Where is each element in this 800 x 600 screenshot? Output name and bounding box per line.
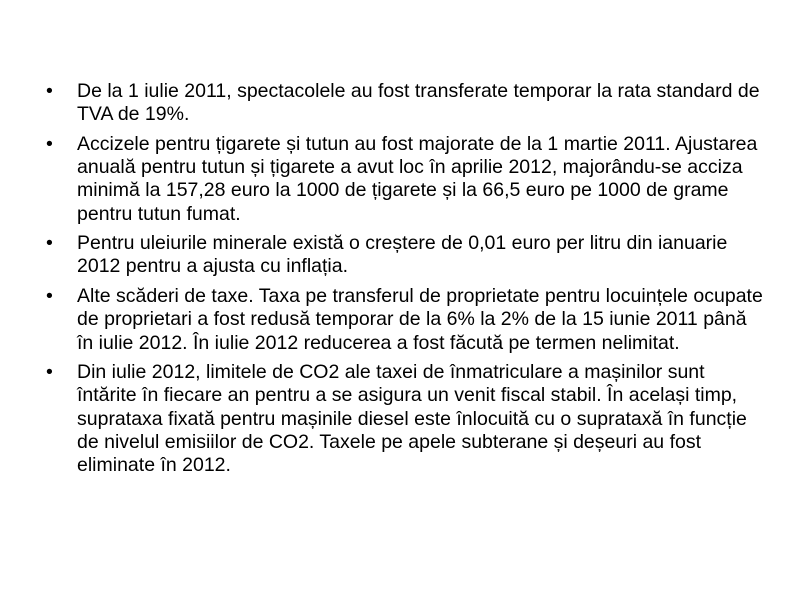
- bullet-text: Accizele pentru țigarete și tutun au fost majorate de la 1 martie 2011. Ajustarea anuală pentru tutun și țigarete a avut loc în aprilie 2012, majorându-se acciza minimă la 157,28 euro la 1000 de țigarete și la 66,5 euro pe 1000 de grame pentru tutun fumat.: [77, 132, 758, 225]
- bullet-list: [44, 80, 764, 484]
- bullet-icon: •: [46, 285, 53, 308]
- bullet-item-1: [44, 80, 764, 126]
- bullet-item-3: [44, 232, 764, 278]
- bullet-icon: •: [46, 361, 53, 384]
- bullet-icon: •: [46, 232, 53, 255]
- bullet-text: Alte scăderi de taxe. Taxa pe transferul de proprietate pentru locuințele ocupate de proprietari a fost redusă temporar de la 6% la 2% de la 15 iunie 2011 până în iulie 2012. În iulie 2012 reducerea a fost făcută pe termen nelimitat.: [77, 285, 763, 354]
- bullet-text: Din iulie 2012, limitele de CO2 ale taxei de înmatriculare a mașinilor sunt întărite în fiecare an pentru a se asigura un venit fiscal stabil. În același timp, suprataxa fixată pentru mașinile diesel este înlocuită cu o suprataxă în funcție de nivelul emisiilor de CO2. Taxele pe apele subterane și deșeuri au fost eliminate în 2012.: [77, 361, 747, 477]
- bullet-item-4: [44, 285, 764, 355]
- bullet-text: Pentru uleiurile minerale există o creștere de 0,01 euro per litru din ianuarie 2012 pentru a ajusta cu inflația.: [77, 232, 728, 278]
- bullet-icon: •: [46, 132, 53, 155]
- bullet-item-5: [44, 361, 764, 477]
- bullet-item-2: [44, 133, 764, 226]
- bullet-icon: •: [46, 80, 53, 102]
- bullet-text: De la 1 iulie 2011, spectacolele au fost transferate temporar la rata standard de TVA de 19%.: [77, 80, 760, 126]
